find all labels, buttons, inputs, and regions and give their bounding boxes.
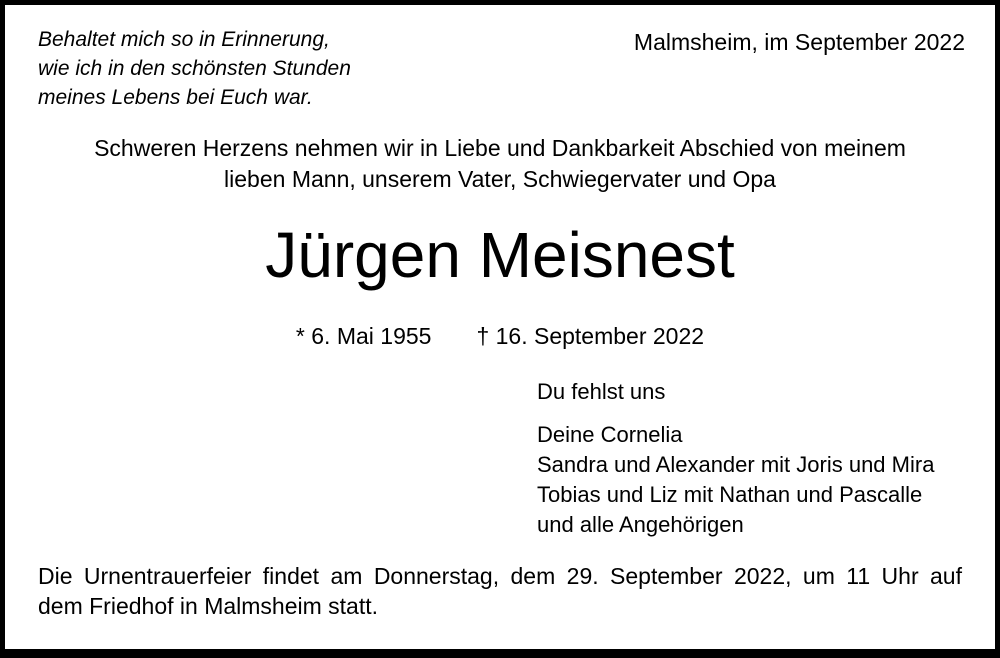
intro-line: lieben Mann, unserem Vater, Schwiegervater und Opa xyxy=(224,166,776,192)
farewell-line: Du fehlst uns xyxy=(537,379,666,404)
death-date: † 16. September 2022 xyxy=(476,323,705,349)
mourner-line: Deine Cornelia xyxy=(537,422,683,447)
intro-line: Schweren Herzens nehmen wir in Liebe und Dankbarkeit Abschied von meinem xyxy=(94,135,906,161)
funeral-line: Die Urnentrauerfeier findet am Donnerstag, dem 29. September 2022, um 11 Uhr auf xyxy=(38,563,962,589)
mourner-line: Sandra und Alexander mit Joris und Mira xyxy=(537,452,935,477)
funeral-line: dem Friedhof in Malmsheim statt. xyxy=(38,593,379,619)
epitaph-line: wie ich in den schönsten Stunden xyxy=(38,57,351,80)
life-dates xyxy=(5,323,995,350)
deceased-name: Jürgen Meisnest xyxy=(265,219,735,291)
intro-text xyxy=(5,133,995,195)
funeral-announcement xyxy=(38,561,962,621)
epitaph-line: Behaltet mich so in Erinnerung, xyxy=(38,28,330,51)
mourners-list xyxy=(537,420,934,540)
birth-date: * 6. Mai 1955 xyxy=(295,323,432,349)
mourner-line: Tobias und Liz mit Nathan und Pascalle xyxy=(537,482,923,507)
epitaph-verse xyxy=(38,25,351,112)
mourner-line: und alle Angehörigen xyxy=(537,512,744,537)
place-dateline: Malmsheim, im September 2022 xyxy=(633,29,965,55)
notice-card xyxy=(5,5,995,649)
epitaph-line: meines Lebens bei Euch war. xyxy=(38,86,313,109)
